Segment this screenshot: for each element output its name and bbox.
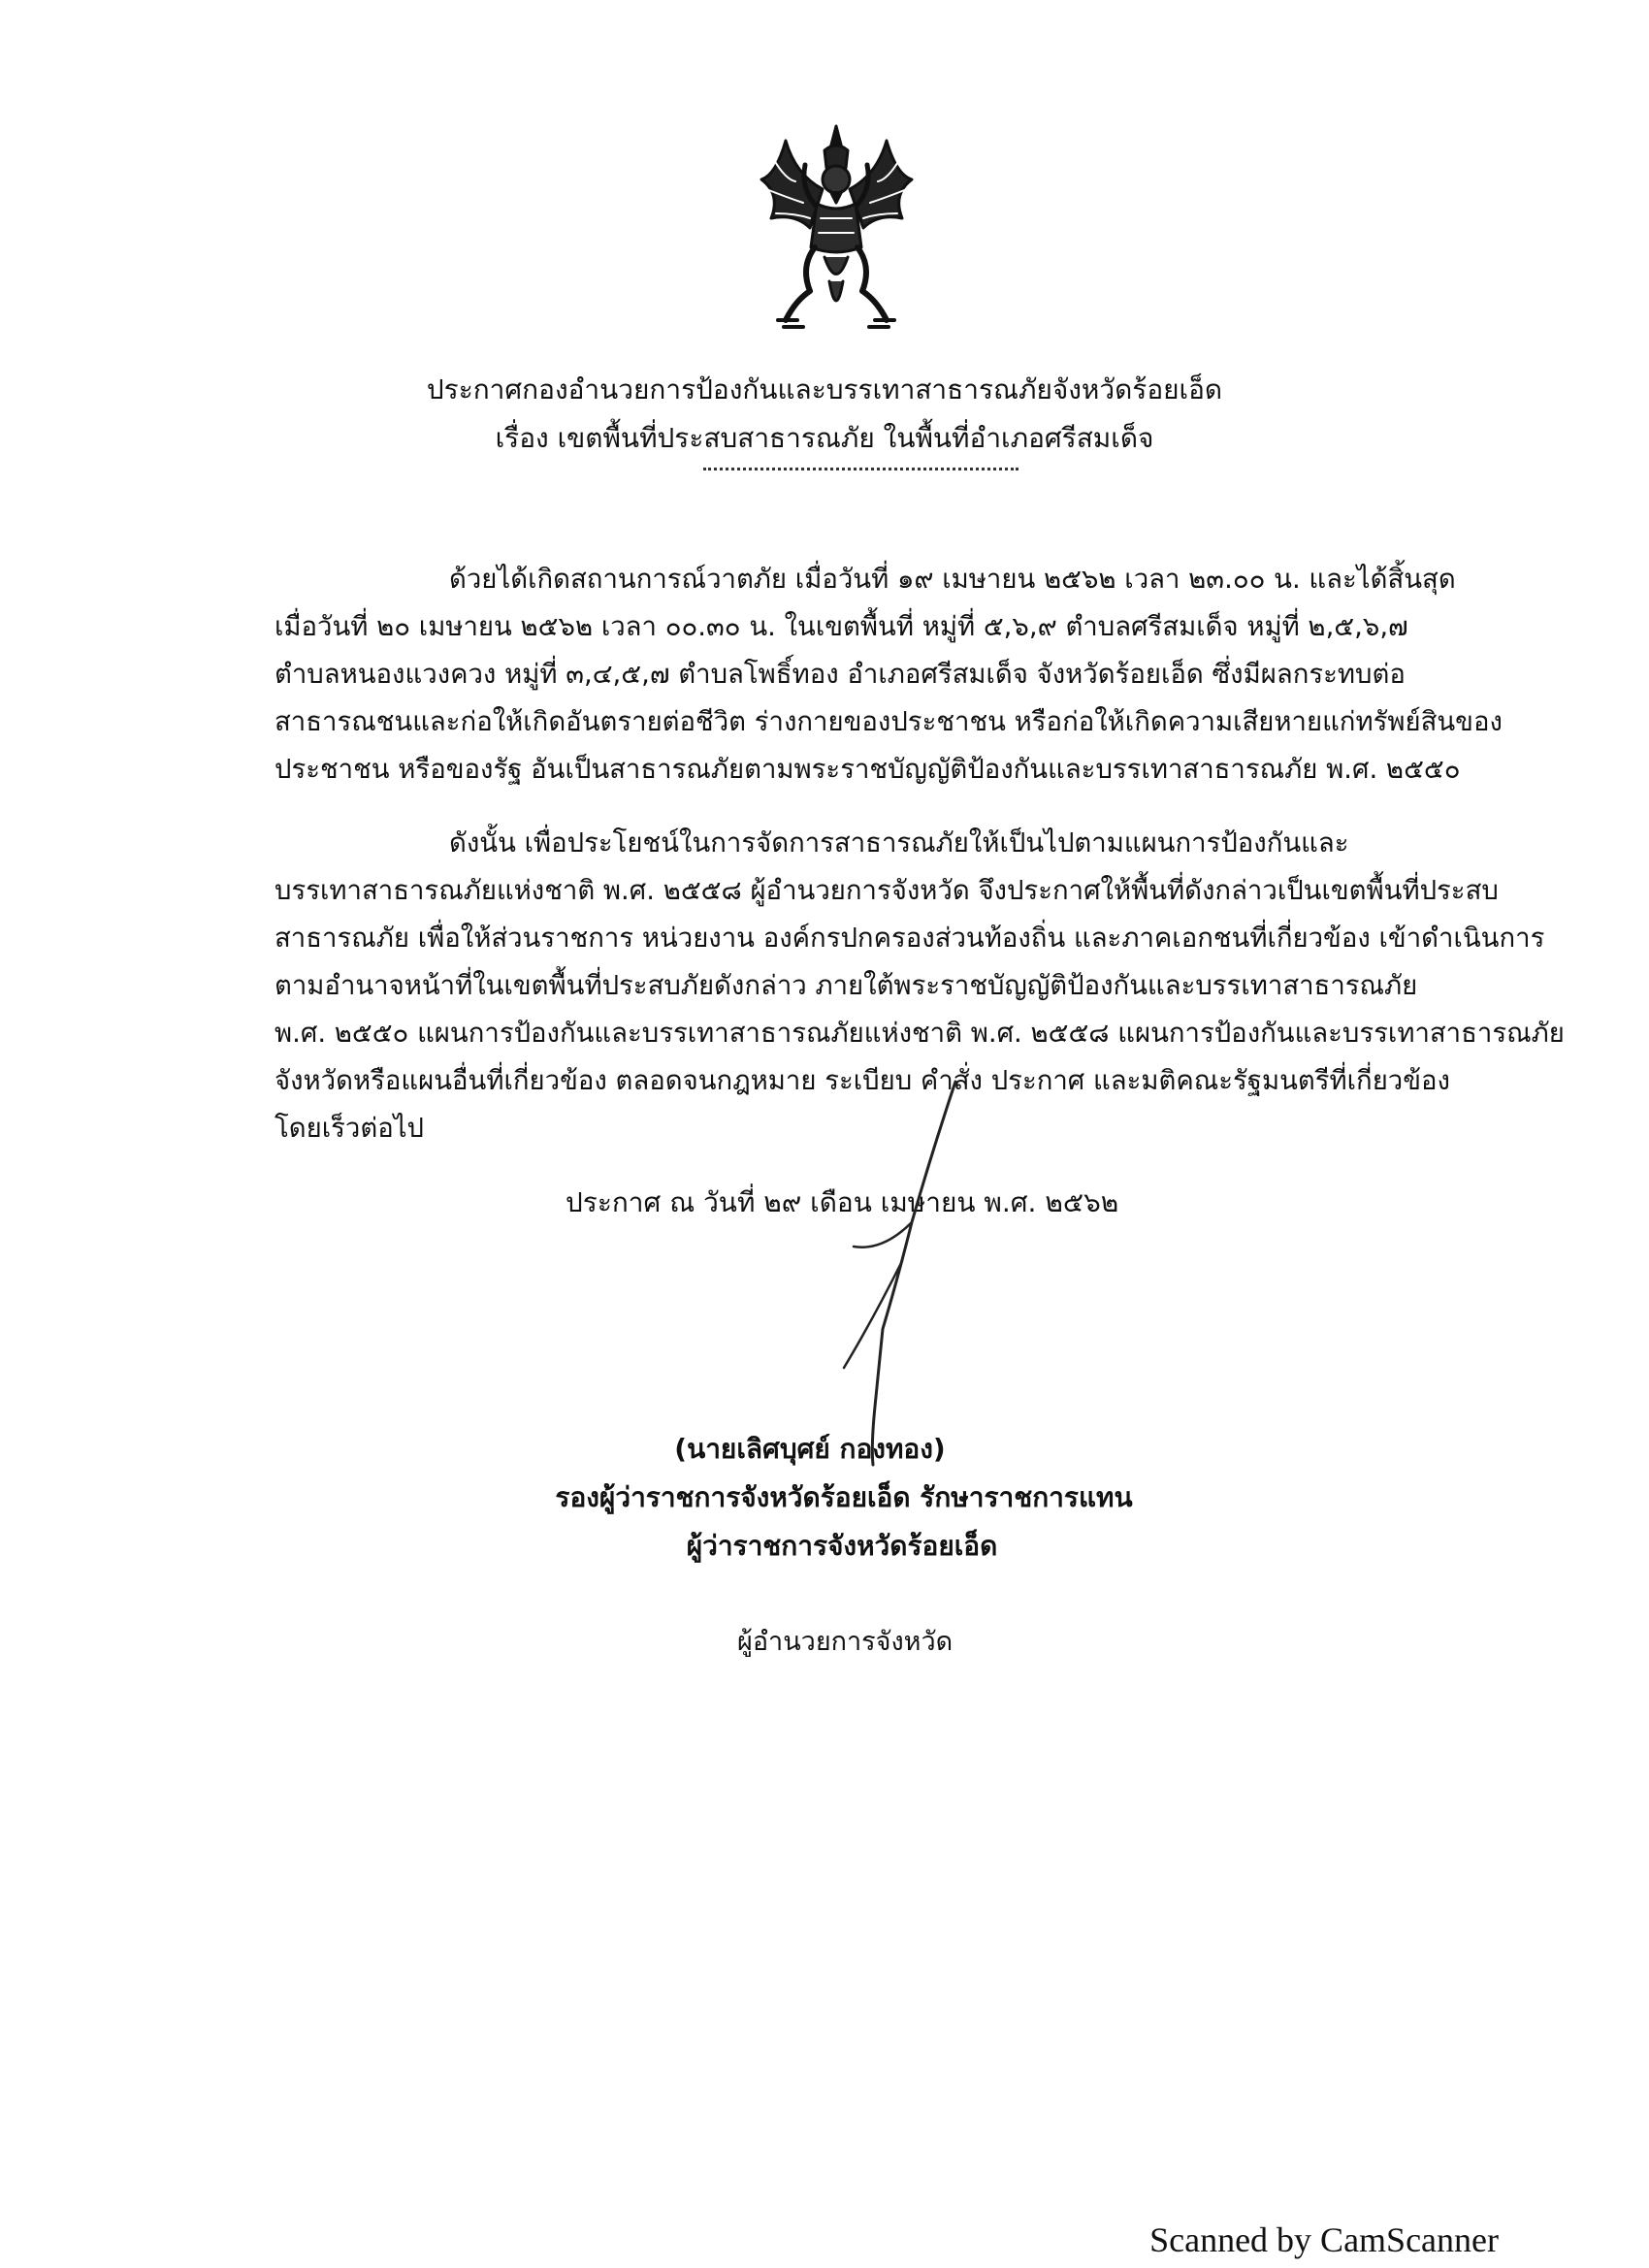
announcement-date: ประกาศ ณ วันที่ ๒๙ เดือน เมษายน พ.ศ. ๒๕๖๒: [566, 1186, 1119, 1218]
paragraph-2-line: ตามอำนาจหน้าที่ในเขตพื้นที่ประสบภัยดังกล่าว ภายใต้พระราชบัญญัติป้องกันและบรรเทาสาธารณภัย: [275, 970, 1418, 1001]
paragraph-2-line: พ.ศ. ๒๕๕๐ แผนการป้องกันและบรรเทาสาธารณภัยแห่งชาติ พ.ศ. ๒๕๕๘ แผนการป้องกันและบรรเทาสาธารณภัย: [275, 1018, 1565, 1049]
announcement-subject: เรื่อง เขตพื้นที่ประสบสาธารณภัย ในพื้นที่อำเภอศรีสมเด็จ: [495, 422, 1154, 454]
signatory-name: (นายเลิศบุศย์ กองทอง): [674, 1433, 946, 1465]
camscanner-watermark: Scanned by CamScanner: [1149, 2220, 1499, 2259]
handwritten-signature: [815, 1077, 1028, 1484]
dotted-divider: [703, 468, 1018, 470]
paragraph-2-line: โดยเร็วต่อไป: [275, 1113, 425, 1144]
announcement-title: ประกาศกองอำนวยการป้องกันและบรรเทาสาธารณภัยจังหวัดร้อยเอ็ด: [426, 373, 1223, 405]
bleed-through-text: ⠀: [242, 825, 262, 854]
paragraph-1-line: ตำบลหนองแวงควง หมู่ที่ ๓,๔,๕,๗ ตำบลโพธิ์ทอง อำเภอศรีสมเด็จ จังหวัดร้อยเอ็ด ซึ่งมีผลกระทบต่อ: [275, 659, 1406, 690]
signatory-position-2: ผู้ว่าราชการจังหวัดร้อยเอ็ด: [686, 1530, 998, 1562]
paragraph-2-line: จังหวัดหรือแผนอื่นที่เกี่ยวข้อง ตลอดจนกฎหมาย ระเบียบ คำสั่ง ประกาศ และมติคณะรัฐมนตรีที่เกี่ยวข้อง: [275, 1065, 1450, 1096]
garuda-emblem-icon: [757, 121, 917, 340]
paragraph-2-line: ดังนั้น เพื่อประโยชน์ในการจัดการสาธารณภัยให้เป็นไปตามแผนการป้องกันและ: [449, 827, 1349, 859]
paragraph-2-line: บรรเทาสาธารณภัยแห่งชาติ พ.ศ. ๒๕๕๘ ผู้อำนวยการจังหวัด จึงประกาศให้พื้นที่ดังกล่าวเป็นเขตพื้นที่ประสบ: [275, 875, 1499, 906]
director-role: ผู้อำนวยการจังหวัด: [737, 1627, 954, 1657]
paragraph-1-line: ประชาชน หรือของรัฐ อันเป็นสาธารณภัยตามพระราชบัญญัติป้องกันและบรรเทาสาธารณภัย พ.ศ. ๒๕๕๐: [275, 754, 1461, 785]
paragraph-1-line: ด้วยได้เกิดสถานการณ์วาตภัย เมื่อวันที่ ๑๙ เมษายน ๒๕๖๒ เวลา ๒๓.๐๐ น. และได้สิ้นสุด: [449, 564, 1456, 595]
paragraph-2-line: สาธารณภัย เพื่อให้ส่วนราชการ หน่วยงาน องค์กรปกครองส่วนท้องถิ่น และภาคเอกชนที่เกี่ยวข้อง เข้าดำเนินการ: [275, 923, 1545, 954]
paragraph-1-line: สาธารณชนและก่อให้เกิดอันตรายต่อชีวิต ร่างกายของประชาชน หรือก่อให้เกิดความเสียหายแก่ทรัพย์สินของ: [275, 706, 1503, 737]
paragraph-1: [275, 556, 1503, 794]
paragraph-1-line: เมื่อวันที่ ๒๐ เมษายน ๒๕๖๒ เวลา ๐๐.๓๐ น. ในเขตพื้นที่ หมู่ที่ ๕,๖,๙ ตำบลศรีสมเด็จ หมู่ที่ ๒,๕,๖,๗: [275, 611, 1408, 642]
signatory-position: รองผู้ว่าราชการจังหวัดร้อยเอ็ด รักษาราชการแทน: [555, 1481, 1133, 1513]
